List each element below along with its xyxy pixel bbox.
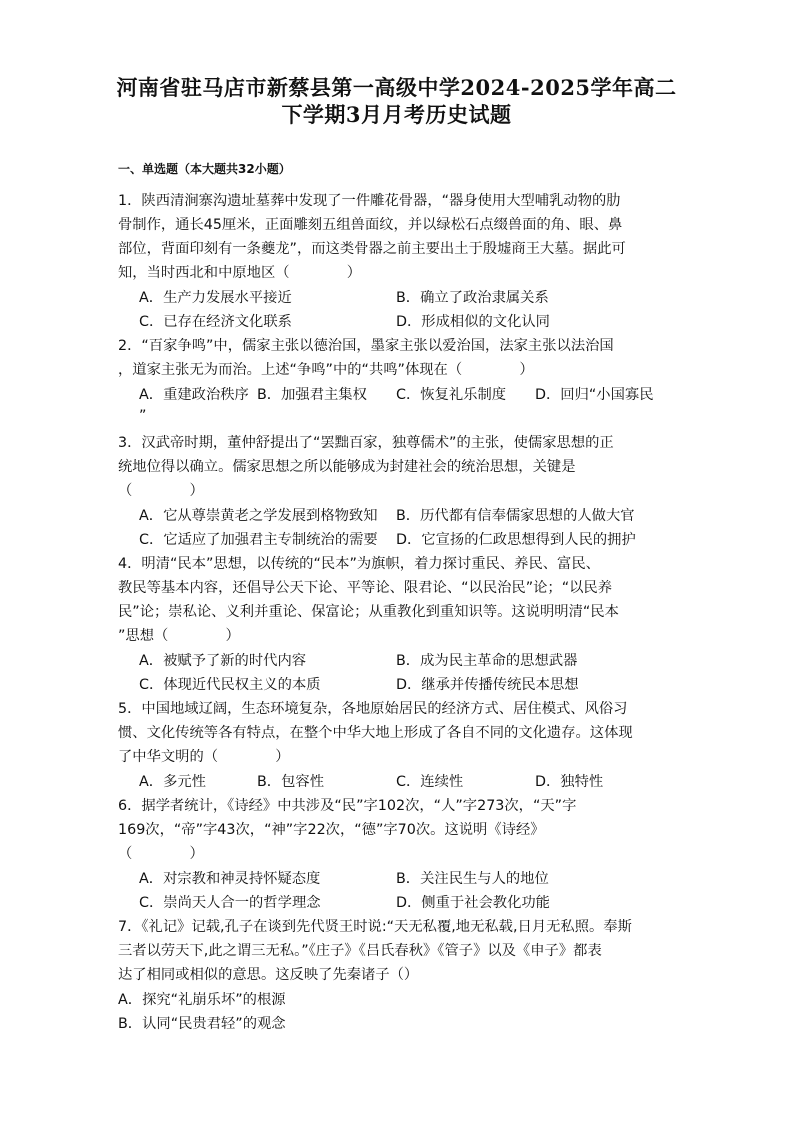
q3-stem-line-2: 统地位得以确立。儒家思想之所以能够成为封建社会的统治思想，关键是: [118, 459, 576, 475]
q4-stem-line-1: 4．明清“民本”思想，以传统的“民本”为旗帜，着力探讨重民、养民、富民、: [118, 556, 600, 572]
q3-option-a: A．它从尊崇黄老之学发展到格物致知: [139, 508, 378, 524]
q1-option-b: B．确立了政治隶属关系: [396, 290, 549, 306]
q7-stem-line-2: 三者以劳天下,此之谓三无私。”《庄子》《吕氏春秋》《管子》以及《申子》都表: [118, 943, 602, 959]
exam-title-line-2: 下学期3月月考历史试题: [281, 102, 512, 127]
q2-option-d: D．回归“小国寡民: [535, 387, 654, 403]
q1-option-a: A．生产力发展水平接近: [139, 290, 292, 306]
q2-stem-line-1: 2．“百家争鸣”中，儒家主张以德治国，墨家主张以爱治国，法家主张以法治国: [118, 338, 614, 354]
q3-stem-line-1: 3．汉武帝时期，董仲舒提出了“罢黜百家，独尊儒术”的主张，使儒家思想的正: [118, 435, 614, 451]
q2-option-b: B．加强君主集权: [257, 387, 367, 403]
q5-stem-line-1: 5．中国地域辽阔，生态环境复杂，各地原始居民的经济方式、居住模式、风俗习: [118, 701, 628, 717]
q2-option-c: C．恢复礼乐制度: [396, 387, 507, 403]
q5-stem-line-3: 了中华文明的（ ）: [118, 749, 290, 765]
q6-stem-line-1: 6．据学者统计，《诗经》中共涉及“民”字102次，“人”字273次，“天”字: [118, 798, 577, 814]
q6-option-b: B．关注民生与人的地位: [396, 871, 549, 887]
q6-stem-line-3: （ ）: [118, 846, 204, 862]
q4-stem-line-3: 民”论；崇私论、义利并重论、保富论；从重教化到重知识等。这说明明清“民本: [118, 604, 619, 620]
q6-option-d: D．侧重于社会教化功能: [396, 895, 550, 911]
q4-option-c: C．体现近代民权主义的本质: [139, 677, 321, 693]
q5-option-d: D．独特性: [535, 774, 604, 790]
q3-option-b: B．历代都有信奉儒家思想的人做大官: [396, 508, 635, 524]
section-heading: 一、单选题（本大题共32小题）: [118, 162, 291, 176]
q1-option-d: D．形成相似的文化认同: [396, 314, 550, 330]
q6-option-c: C．崇尚天人合一的哲学理念: [139, 895, 321, 911]
q6-stem-line-2: 169次，“帝”字43次，“神”字22次，“德”字70次。这说明《诗经》: [118, 822, 545, 838]
q6-option-a: A．对宗教和神灵持怀疑态度: [139, 871, 321, 887]
q7-stem-line-1: 7．《礼记》记载,孔子在谈到先代贤王时说:“天无私覆,地无私载,日月无私照。奉斯: [118, 919, 632, 935]
q7-stem-line-3: 达了相同或相似的意思。这反映了先秦诸子（）: [118, 967, 419, 983]
q1-option-c: C．已存在经济文化联系: [139, 314, 292, 330]
q3-option-c: C．它适应了加强君主专制统治的需要: [139, 532, 378, 548]
q1-stem-line-3: 部位，背面印刻有一条夔龙”，而这类骨器之前主要出土于殷墟商王大墓。据此可: [118, 241, 626, 257]
q5-option-b: B．包容性: [257, 774, 324, 790]
q5-option-a: A．多元性: [139, 774, 206, 790]
q1-stem-line-4: 知，当时西北和中原地区（ ）: [118, 265, 362, 281]
q2-option-d-continued: ”: [139, 408, 147, 424]
q7-option-b: B．认同“民贵君轻”的观念: [118, 1016, 286, 1032]
q4-stem-line-2: 教民等基本内容，还倡导公天下论、平等论、限君论、“以民治民”论；“以民养: [118, 580, 613, 596]
q2-stem-line-2: ，道家主张无为而治。上述“争鸣”中的“共鸣”体现在（ ）: [118, 362, 534, 378]
q7-option-a: A．探究“礼崩乐坏”的根源: [118, 992, 286, 1008]
q5-stem-line-2: 惯、文化传统等各有特点，在整个中华大地上形成了各自不同的文化遗存。这体现: [118, 725, 633, 741]
q4-option-d: D．继承并传播传统民本思想: [396, 677, 579, 693]
exam-title-line-1: 河南省驻马店市新蔡县第一高级中学2024-2025学年高二: [116, 75, 677, 100]
q3-option-d: D．它宣扬的仁政思想得到人民的拥护: [396, 532, 636, 548]
q4-stem-line-4: ”思想（ ）: [118, 628, 240, 644]
q4-option-a: A．被赋予了新的时代内容: [139, 653, 307, 669]
q1-stem-line-1: 1．陕西清涧寨沟遗址墓葬中发现了一件雕花骨器，“器身使用大型哺乳动物的肋: [118, 193, 621, 209]
q4-option-b: B．成为民主革命的思想武器: [396, 653, 578, 669]
q5-option-c: C．连续性: [396, 774, 464, 790]
q2-option-a: A．重建政治秩序: [139, 387, 249, 403]
q1-stem-line-2: 骨制作，通长45厘米，正面雕刻五组兽面纹，并以绿松石点缀兽面的角、眼、鼻: [118, 217, 623, 233]
q3-stem-line-3: （ ）: [118, 483, 204, 499]
